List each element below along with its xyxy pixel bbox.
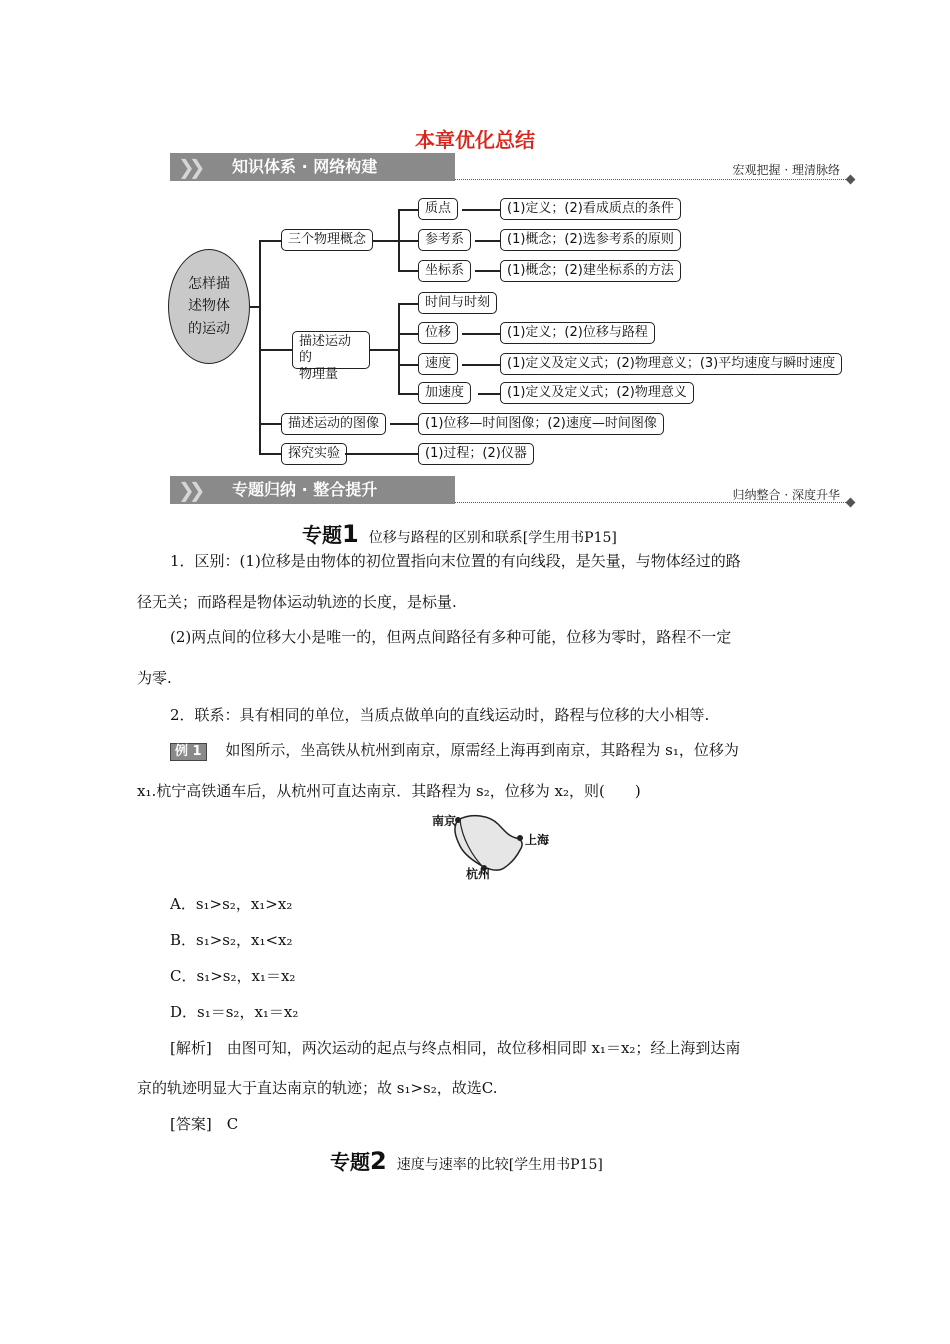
connector — [398, 303, 400, 394]
topic-prefix: 专题 — [330, 1150, 370, 1174]
diamond-icon — [846, 175, 856, 185]
region-outline — [455, 816, 522, 871]
topic-number: 2 — [370, 1147, 387, 1175]
connector — [398, 303, 418, 305]
diamond-icon — [846, 498, 856, 508]
quantity-detail: (1)定义及定义式；(2)物理意义 — [500, 382, 694, 404]
connector — [398, 209, 418, 211]
topic-prefix: 专题 — [302, 523, 342, 547]
connector — [475, 240, 500, 242]
graphs-detail: (1)位移—时间图像；(2)速度—时间图像 — [418, 413, 664, 435]
section-banner-topics — [170, 476, 455, 504]
answer: [答案] C — [170, 1115, 239, 1133]
connector — [398, 393, 418, 395]
example-tag: 例 1 — [170, 743, 207, 761]
analysis: [解析] 由图可知，两次运动的起点与终点相同，故位移相同即 x₁＝x₂；经上海到达南 — [170, 1039, 741, 1057]
example-text: x₁.杭宁高铁通车后，从杭州可直达南京．其路程为 s₂，位移为 x₂，则( ) — [137, 782, 641, 800]
connector — [462, 333, 500, 335]
concept-item: 质点 — [418, 198, 458, 220]
quantity-detail: (1)定义及定义式；(2)物理意义；(3)平均速度与瞬时速度 — [500, 353, 842, 375]
option-b: B．s₁>s₂，x₁<x₂ — [170, 931, 293, 949]
connector — [345, 453, 418, 455]
topic2-heading — [330, 1146, 603, 1175]
paragraph: 2．联系：具有相同的单位，当质点做单向的直线运动时，路程与位移的大小相等. — [170, 706, 710, 724]
connector — [259, 453, 281, 455]
option-a: A．s₁>s₂，x₁>x₂ — [170, 895, 293, 913]
chevron-right-icon: ❯❯ — [178, 478, 200, 502]
paragraph: 1．区别：(1)位移是由物体的初位置指向末位置的有向线段，是矢量，与物体经过的路 — [170, 552, 741, 570]
connector — [259, 349, 292, 351]
concept-detail: (1)定义；(2)看成质点的条件 — [500, 198, 681, 220]
root-node — [168, 249, 250, 364]
banner-divider — [455, 179, 850, 180]
experiment-detail: (1)过程；(2)仪器 — [418, 443, 534, 465]
connector — [462, 364, 500, 366]
banner-tagline: 归纳整合 · 深度升华 — [732, 488, 840, 502]
topic-number: 1 — [342, 520, 359, 548]
topic1-heading — [302, 519, 617, 548]
section-banner-knowledge — [170, 153, 455, 181]
experiment-node: 探究实验 — [281, 443, 347, 465]
analysis: 京的轨迹明显大于直达南京的轨迹；故 s₁>s₂，故选C. — [137, 1079, 498, 1097]
root-line: 的运动 — [188, 320, 230, 337]
map-label-shanghai: 上海 — [525, 833, 550, 847]
banner-label: 知识体系 · 网络构建 — [232, 157, 378, 176]
connector — [475, 270, 500, 272]
shanghai-dot — [517, 835, 523, 841]
concepts-node: 三个物理概念 — [281, 229, 373, 251]
connector — [259, 423, 281, 425]
option-d: D．s₁＝s₂，x₁＝x₂ — [170, 1003, 299, 1021]
quantity-detail: (1)定义；(2)位移与路程 — [500, 322, 655, 344]
example-line — [170, 740, 739, 761]
concept-item: 坐标系 — [418, 260, 471, 282]
quantities-node — [292, 331, 370, 382]
option-c: C．s₁>s₂，x₁＝x₂ — [170, 967, 296, 985]
quantity-item: 时间与时刻 — [418, 292, 497, 314]
connector — [478, 393, 500, 395]
connector — [398, 270, 418, 272]
quantity-item: 加速度 — [418, 382, 471, 404]
concept-detail: (1)概念；(2)选参考系的原则 — [500, 229, 681, 251]
connector — [398, 333, 418, 335]
map-label-hangzhou: 杭州 — [466, 867, 491, 881]
concept-detail: (1)概念；(2)建坐标系的方法 — [500, 260, 681, 282]
root-line: 怎样描 — [188, 275, 230, 292]
paragraph: 为零. — [137, 669, 172, 687]
connector — [373, 240, 399, 242]
topic-title: 位移与路程的区别和联系[学生用书P15] — [368, 530, 617, 546]
quantity-item: 速度 — [418, 353, 458, 375]
connector — [398, 240, 418, 242]
chevron-right-icon: ❯❯ — [178, 155, 200, 179]
connector — [370, 349, 399, 351]
banner-tagline: 宏观把握 · 理清脉络 — [732, 163, 840, 177]
banner-label: 专题归纳 · 整合提升 — [232, 480, 378, 499]
example-text: 如图所示，坐高铁从杭州到南京，原需经上海再到南京，其路程为 s₁，位移为 — [225, 741, 739, 759]
quantity-item: 位移 — [418, 322, 458, 344]
root-line: 述物体 — [188, 298, 230, 315]
quantities-line: 物理量 — [299, 366, 339, 382]
paragraph: 径无关；而路程是物体运动轨迹的长度，是标量. — [137, 593, 457, 611]
connector — [390, 423, 418, 425]
quantities-line: 描述运动的 — [299, 334, 352, 366]
paragraph: (2)两点间的位移大小是唯一的，但两点间路径有多种可能，位移为零时，路程不一定 — [170, 628, 732, 646]
page-title: 本章优化总结 — [415, 128, 535, 152]
topic-title: 速度与速率的比较[学生用书P15] — [396, 1157, 603, 1173]
connector — [259, 240, 261, 454]
map-label-nanjing: 南京 — [432, 814, 457, 828]
connector — [462, 209, 500, 211]
connector — [259, 240, 281, 242]
graphs-node: 描述运动的图像 — [281, 413, 386, 435]
concept-item: 参考系 — [418, 229, 471, 251]
connector — [398, 364, 418, 366]
